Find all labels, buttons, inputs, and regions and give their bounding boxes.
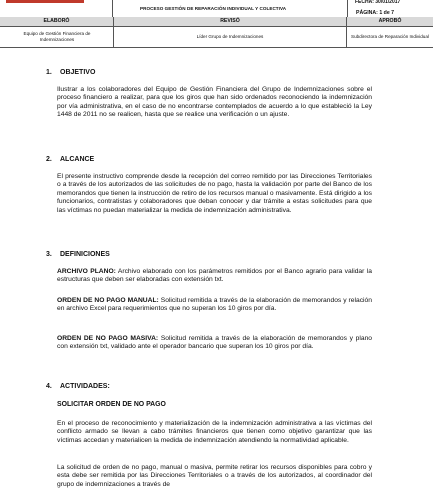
divider <box>0 47 433 48</box>
subsection-heading: SOLICITAR ORDEN DE NO PAGO <box>57 401 166 408</box>
divider <box>113 17 114 47</box>
divider <box>346 17 347 47</box>
aprobo-value: Subdirectora de Reparación Individual <box>351 34 429 40</box>
header-top-row <box>0 0 433 18</box>
logo <box>6 0 86 4</box>
page-number: PÁGINA: 1 de 7 <box>356 10 395 16</box>
divider <box>347 0 348 17</box>
reviso-value: Líder Grupo de Indemnizaciones <box>196 34 264 40</box>
definition-orden-masiva: ORDEN DE NO PAGO MASIVA: Solicitud remitida a través de la elaboración de memorandos y plano con extensión txt, validado ante el operador bancario que superan los 10 giros por día. <box>57 335 373 351</box>
actividades-paragraph-1: En el proceso de reconocimiento y materialización de la indemnización administrativa a las víctimas del conflicto armado se llevan a cabo trámites financieros que tienen como objetivo garantizar que las víctimas accedan y materialicen la medida de indemnización atendiendo la normatividad aplicable. <box>57 420 372 444</box>
section-heading-objetivo: 1. OBJETIVO <box>46 69 96 76</box>
actividades-paragraph-2: La solicitud de orden de no pago, manual o masiva, permite retirar los recursos disponibles para cobro y esta debe ser remitida por las Direcciones Territoriales o a través de los autorizados, al coordinador del grupo de indemnizaciones a través de <box>57 464 372 488</box>
objetivo-text: Ilustrar a los colaboradores del Equipo de Gestión Financiera del Grupo de Indemnizaciones sobre el proceso financiero a realizar, para que los giros que han sido ordenados reconociendo la indemnización por vía administrativa, en el caso de no encontrarse contemplados de acuerdo a lo que estableció la Ley 1448 de 2011 no se realicen, hasta que se realice una verificación o un ajuste. <box>57 86 372 119</box>
elaboro-header: ELABORÓ <box>0 17 113 27</box>
section-heading-definiciones: 3. DEFINICIONES <box>46 251 110 258</box>
document-date: FECHA: 30/01/2017 <box>355 0 401 5</box>
section-heading-actividades: 4. ACTIVIDADES: <box>46 383 110 390</box>
reviso-header: REVISÓ <box>114 17 346 27</box>
alcance-text: El presente instructivo comprende desde la recepción del correo remitido por las Direcciones Territoriales o a través de los autorizados de las solicitudes de no pago, hasta la validación por parte del Banco de los memorandos que tienen la instrucción de retiro de los recursos manual o masivamente. Está dirigido a los funcionarios, contratistas y colaboradores que deban conocer y dar trámite a estas solicitudes para que las víctimas no puedan materializar la medida de indemnización administrativa. <box>57 173 372 214</box>
divider <box>112 0 113 17</box>
elaboro-value: Equipo de Gestión Financiera de Indemnizaciones <box>23 31 91 42</box>
definition-orden-manual: ORDEN DE NO PAGO MANUAL: Solicitud remitida a través de la elaboración de memorandos y relación en archivo Excel para requerimientos que no superan los 10 giros por día. <box>57 297 372 313</box>
definition-archivo-plano: ARCHIVO PLANO: Archivo elaborado con los parámetros remitidos por el Banco agrario para validar la estructuras que deben ser elaboradas con extensión txt. <box>57 268 372 284</box>
process-title: PROCESO GESTIÓN DE REPARACIÓN INDIVIDUAL Y COLECTIVA <box>140 6 287 11</box>
aprobo-header: APROBÓ <box>347 17 433 27</box>
section-heading-alcance: 2. ALCANCE <box>46 156 95 163</box>
signature-table <box>0 17 433 47</box>
